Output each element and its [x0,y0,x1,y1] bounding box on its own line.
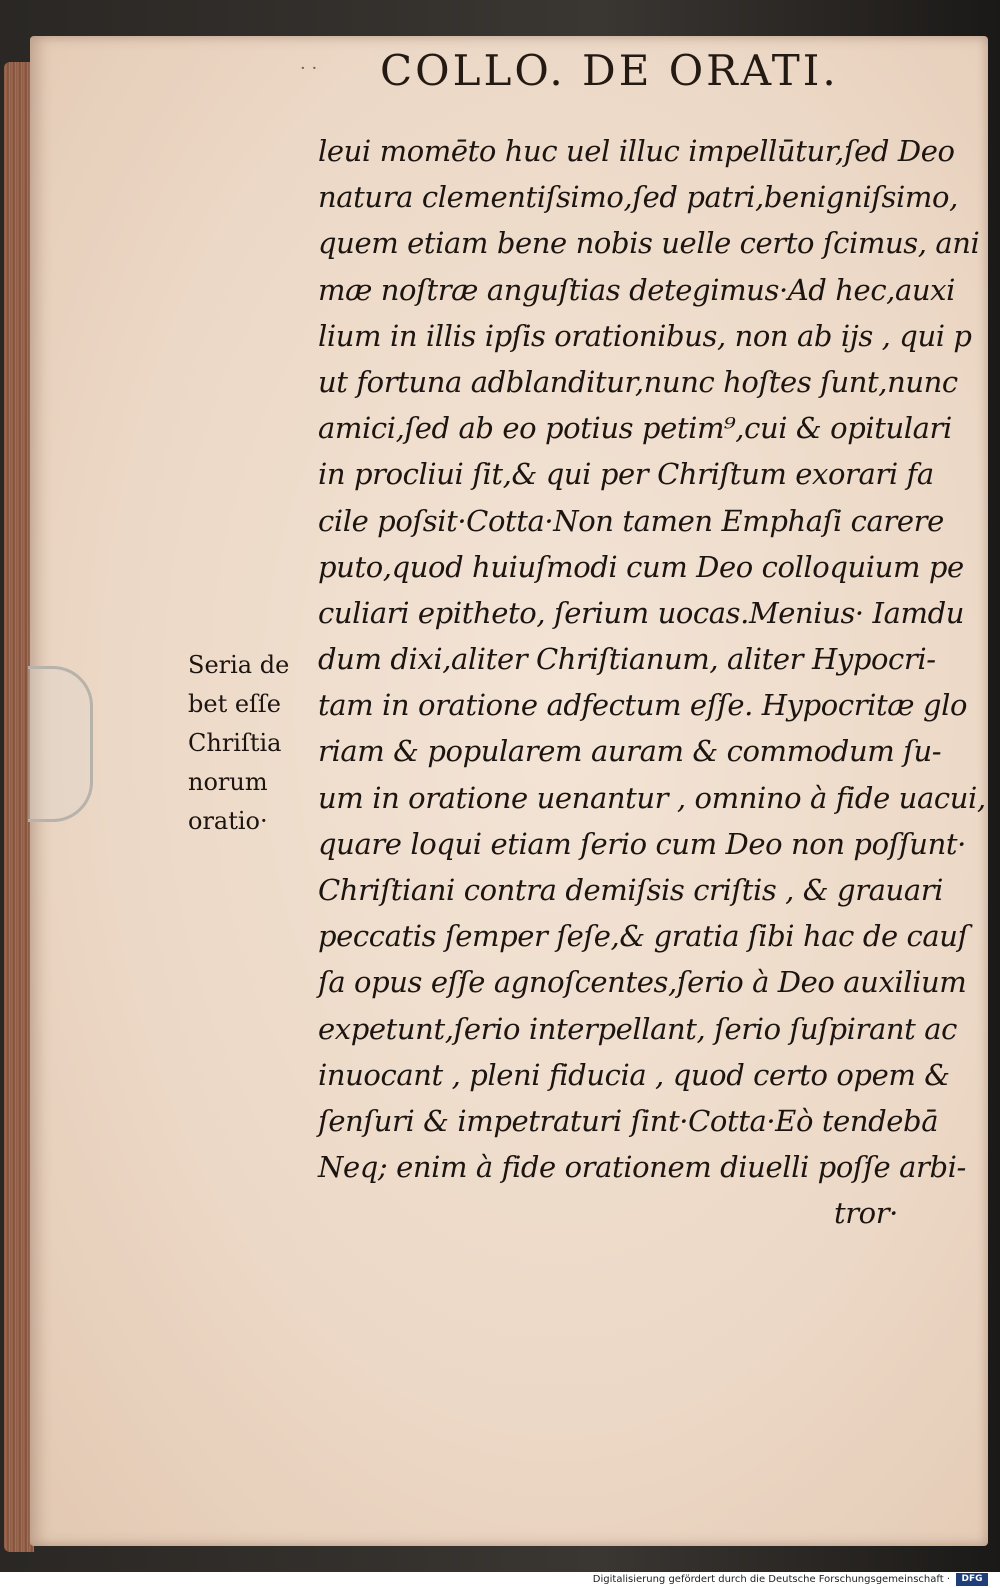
text-line: Chriſtiani contra demiſsis criſtis , & grauari [318,873,944,907]
header-ornament: · · [300,58,318,79]
marginal-note [188,646,308,841]
text-line: quare loqui etiam ſerio cum Deo non poſſunt· [318,826,966,861]
text-line: quem etiam bene nobis uelle certo ſcimus, ani [318,226,980,261]
text-line: tam in oratione adfectum eſſe. Hypocritæ glo [318,688,968,723]
text-line: ut fortuna adblanditur,nunc hoſtes ſunt,nunc [318,364,958,399]
marginal-note-line: Chriſtia [188,729,282,757]
text-line: lium in illis ipſis orationibus, non ab ijs , qui p [318,318,972,353]
digitization-credit: Digitalisierung gefördert durch die Deutsche Forschungsgemeinschaft · [592,1574,950,1585]
marginal-note-line: norum [188,768,268,796]
marginal-note-line: oratio· [188,807,268,835]
text-line: mæ noſtræ anguſtias detegimus·Ad hec,auxi [318,272,955,307]
text-line: natura clementiſsimo,ſed patri,benigniſsimo, [318,180,958,215]
text-line: peccatis ſemper ſeſe,& gratia ſibi hac de cauſ [318,919,968,954]
text-line: dum dixi,aliter Chriſtianum, aliter Hypocri- [318,642,936,677]
text-line: expetunt,ſerio interpellant, ſerio ſuſpirant ac [318,1011,957,1046]
dfg-logo: DFG [956,1573,988,1586]
text-line: cile poſsit·Cotta·Non tamen Emphaſi carere [318,503,944,538]
text-line: puto,quod huiuſmodi cum Deo colloquium pe [318,549,964,584]
running-title: COLLO. DE ORATI. [380,46,839,95]
text-line: in procliui ſit,& qui per Chriſtum exorari fa [318,457,934,492]
marginal-note-line: bet eſſe [188,690,282,718]
text-line: amici,ſed ab eo potius petim⁹,cui & opitulari [318,411,952,446]
text-line: ſa opus eſſe agnoſcentes,ſerio à Deo auxilium [318,965,967,1000]
text-line: um in oratione uenantur , omnino à fide uacui, [318,780,986,815]
main-text-block [318,128,986,1237]
text-line: ſenſuri & impetraturi ſint·Cotta·Eò tendebā [318,1103,939,1138]
catchword: tror· [833,1196,898,1231]
text-line: leui momēto huc uel illuc impellūtur,ſed Deo [318,134,955,168]
marginal-note-line: Seria de [188,651,290,679]
text-line: Neq; enim à fide orationem diuelli poſſe arbi- [318,1150,966,1185]
text-line: inuocant , pleni fiducia , quod certo opem & [318,1057,950,1092]
text-line: riam & popularem auram & commodum ſu- [318,734,942,769]
text-line: culiari epitheto, ſerium uocas.Menius· Iamdu [318,595,965,630]
bookmark-clip [28,666,93,822]
